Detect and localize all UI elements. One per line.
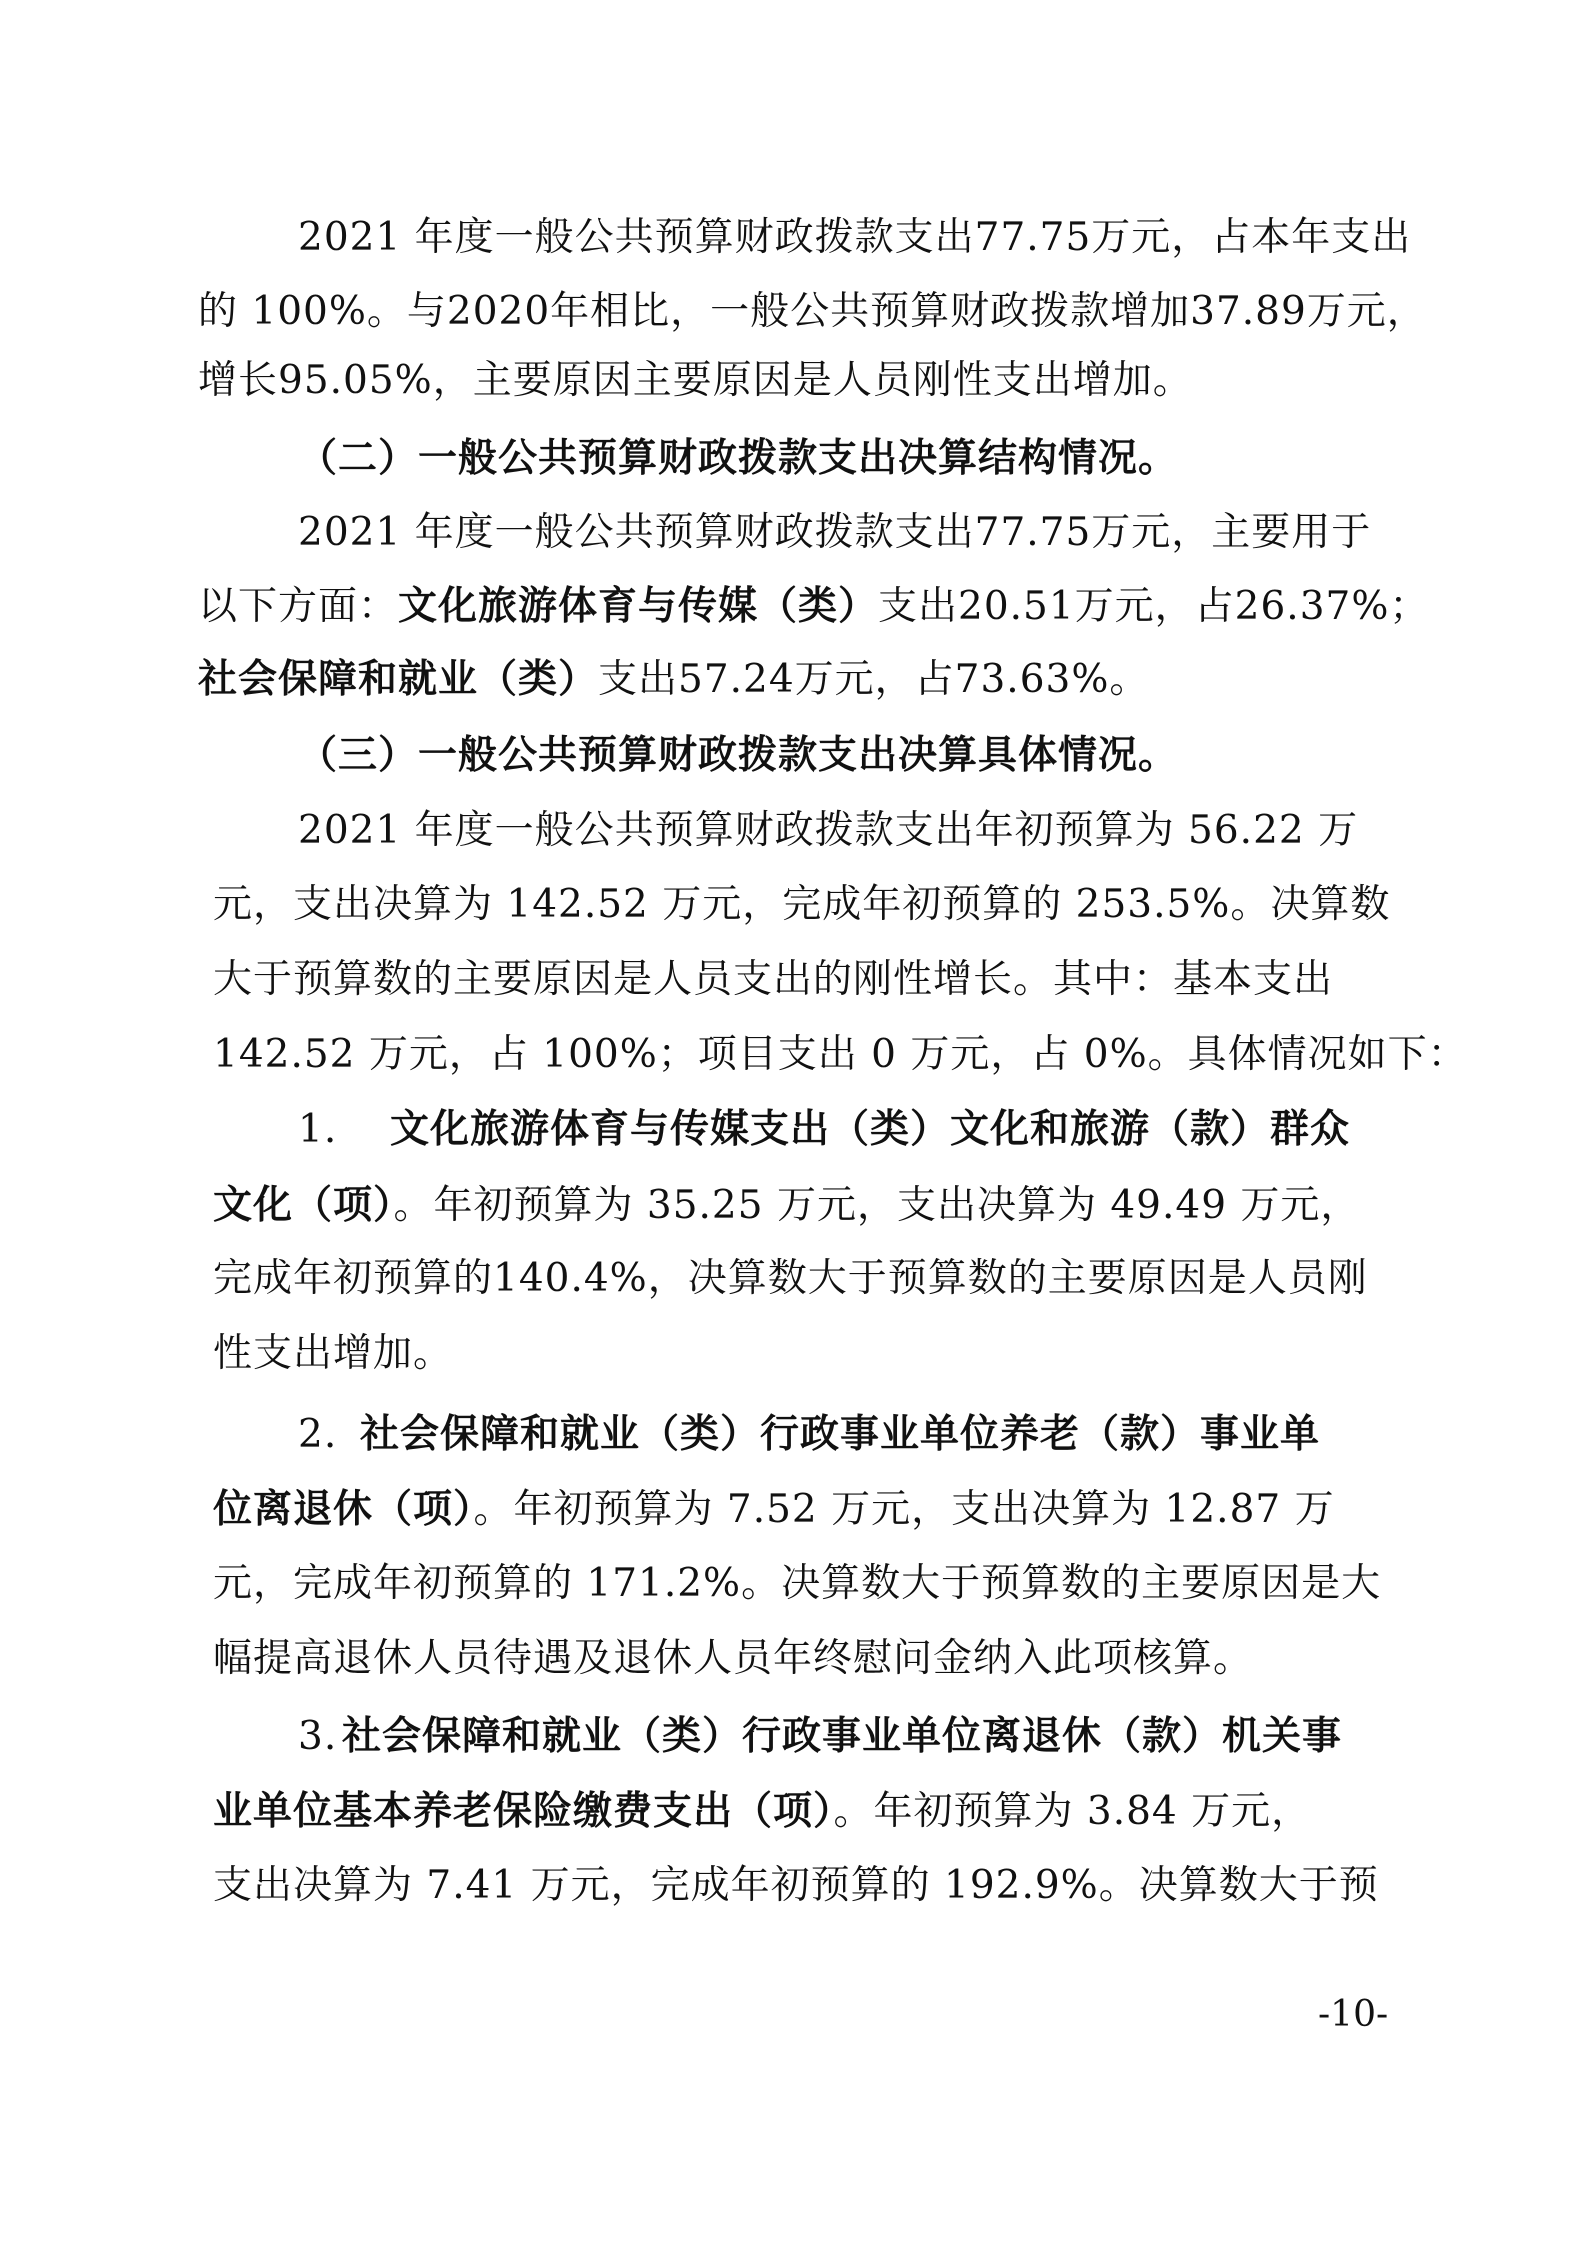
section-heading-2: （二）一般公共预算财政拨款支出决算结构情况。 (298, 435, 1179, 481)
p2-line-3 (198, 654, 1149, 705)
item3-title-end: 业单位基本养老保险缴费支出（项） (213, 1788, 834, 1834)
item3-number: 3. (298, 1714, 338, 1759)
p1-line-3: 增长95.05%，主要原因主要原因是人员刚性支出增加。 (198, 358, 1193, 403)
p2-line-3-tail: 支出57.24万元，占73.63%。 (598, 657, 1150, 702)
item1-title: 文化旅游体育与传媒支出（类）文化和旅游（款）群众 (390, 1106, 1351, 1152)
item2-title: 社会保障和就业（类）行政事业单位养老（款）事业单 (360, 1411, 1321, 1457)
p1-line-2: 的 100%。与2020年相比，一般公共预算财政拨款增加37.89万元， (198, 289, 1427, 334)
item3-line-3: 支出决算为 7.41 万元，完成年初预算的 192.9%。决算数大于预 (213, 1863, 1379, 1908)
item3-title: 社会保障和就业（类）行政事业单位离退休（款）机关事 (342, 1713, 1343, 1759)
item2-number: 2. (298, 1412, 338, 1457)
p3-line-1: 2021 年度一般公共预算财政拨款支出年初预算为 56.22 万 (298, 808, 1359, 853)
p2-line-1: 2021 年度一般公共预算财政拨款支出77.75万元，主要用于 (298, 510, 1372, 555)
p1-line-1: 2021 年度一般公共预算财政拨款支出77.75万元，占本年支出 (298, 215, 1412, 260)
category-culture: 文化旅游体育与传媒（类） (398, 583, 879, 629)
p3-line-3: 大于预算数的主要原因是人员支出的刚性增长。其中：基本支出 (213, 957, 1334, 1002)
item1-line-3: 完成年初预算的140.4%，决算数大于预算数的主要原因是人员刚 (213, 1256, 1368, 1301)
p3-line-2: 元，支出决算为 142.52 万元，完成年初预算的 253.5%。决算数 (213, 882, 1391, 927)
p2-line-2-lead: 以下方面： (198, 584, 399, 629)
item3-line-2-tail: 。年初预算为 3.84 万元， (833, 1789, 1312, 1834)
category-social-security: 社会保障和就业（类） (198, 656, 599, 702)
item2-line-2-tail: 。年初预算为 7.52 万元，支出决算为 12.87 万 (473, 1487, 1335, 1532)
item2-line-2 (213, 1484, 1335, 1535)
p2-line-2 (198, 581, 1429, 632)
page-number: -10- (1318, 1994, 1389, 2035)
item1-line-4: 性支出增加。 (213, 1331, 454, 1376)
section-heading-3: （三）一般公共预算财政拨款支出决算具体情况。 (298, 732, 1179, 778)
item2-line-1 (298, 1409, 1320, 1460)
p3-line-4: 142.52 万元，占 100%；项目支出 0 万元，占 0%。具体情况如下： (213, 1032, 1468, 1077)
item2-line-4: 幅提高退休人员待遇及退休人员年终慰问金纳入此项核算。 (213, 1636, 1254, 1681)
item1-title-end: 文化（项） (213, 1182, 394, 1228)
item3-line-2 (213, 1786, 1311, 1837)
item2-line-3: 元，完成年初预算的 171.2%。决算数大于预算数的主要原因是大 (213, 1561, 1382, 1606)
p2-line-2-tail: 支出20.51万元，占26.37%； (878, 584, 1430, 629)
item2-title-end: 位离退休（项） (213, 1486, 474, 1532)
item1-line-2-tail: 。年初预算为 35.25 万元，支出决算为 49.49 万元， (393, 1183, 1361, 1228)
item1-number: 1. (298, 1107, 338, 1152)
item3-line-1 (298, 1711, 1342, 1762)
item1-line-1 (298, 1104, 1350, 1155)
item1-line-2 (213, 1180, 1360, 1231)
